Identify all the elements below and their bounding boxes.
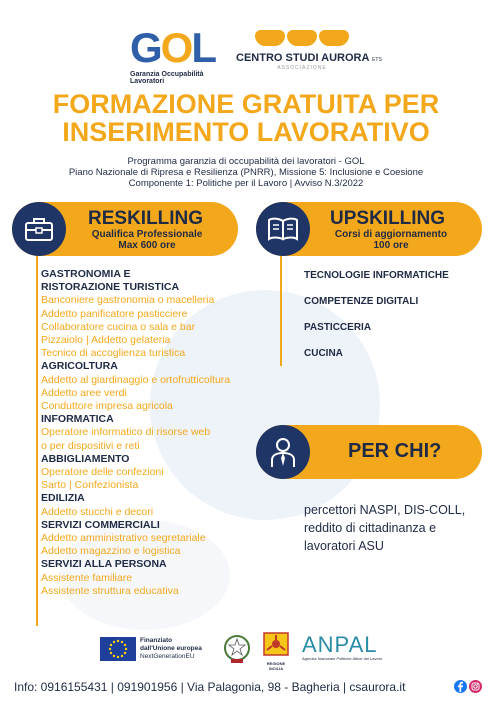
gol-logo-text: GOL [130,24,215,71]
trinacria-icon [263,632,289,656]
list-item: Banconiere gastronomia o macelleria [41,294,215,307]
gol-logo-subtitle: Garanzia Occupabilità Lavoratori [130,71,204,85]
reskilling-divider [36,256,38,626]
aurora-symbol-icon [236,30,368,46]
list-item: Collaboratore cucina o sala e bar [41,320,196,333]
anpal-logo: ANPAL Agenzia Nazionale Politiche Attive del Lavoro [302,632,383,661]
gol-logo [130,26,225,85]
person-icon [256,425,310,479]
page-title: FORMAZIONE GRATUITA PER INSERIMENTO LAVORATIVO [52,89,440,147]
italian-republic-emblem-icon [222,633,252,665]
regione-sicilia-logo: REGIONE SICILIA [261,632,291,671]
category-heading: GASTRONOMIA E [41,268,131,280]
list-item: PASTICCERIA [304,322,372,333]
category-heading: RISTORAZIONE TURISTICA [41,281,180,294]
reskilling-header [12,202,238,256]
list-item: Addetto aree verdi [41,386,127,399]
eu-funding-label: Finanziato dall'Unione europea NextGenerationEU [140,637,202,660]
list-item: o per dispositivi e reti [41,439,140,452]
list-item: Operatore informatico di risorse web [41,426,211,439]
upskilling-divider [280,256,282,366]
upskilling-header [256,202,482,256]
csa-association-label: ASSOCIAZIONE [277,65,327,71]
category-heading: SERVIZI ALLA PERSONA [41,558,167,571]
csa-name: CENTRO STUDI AURORA ETS [236,52,382,64]
per-chi-header [256,425,482,479]
instagram-icon[interactable] [469,680,482,693]
reskilling-course-list [41,268,261,598]
list-item: Pizzaiolo | Addetto gelateria [41,334,171,347]
centro-studi-aurora-logo [236,30,382,71]
upskilling-course-list [304,270,449,374]
program-subtitle: Programma garanzia di occupabilità dei lavoratori - GOL Piano Nazionale di Ripresa e Resilienza (PNRR), Missione 5: Inclusione e Coesione Componente 1: Politiche per il Lavoro | Avviso N.3/2022 [68,156,424,189]
target-audience-text: percettori NASPI, DIS-COLL, reddito di cittadinanza e lavoratori ASU [304,503,466,553]
list-item: Assistente familiare [41,571,133,584]
category-heading: INFORMATICA [41,413,114,426]
list-item: Addetto amministrativo segretariale [41,532,206,545]
category-heading: EDILIZIA [41,492,85,505]
list-item: Addetto magazzino e logistica [41,545,181,558]
list-item: Addetto al giardinaggio e ortofrutticoltura [41,373,231,386]
list-item: COMPETENZE DIGITALI [304,296,419,307]
reskilling-title: RESKILLING [88,208,204,229]
category-heading: AGRICOLTURA [41,360,118,373]
list-item: Operatore delle confezioni [41,466,164,479]
category-heading: SERVIZI COMMERCIALI [41,518,160,531]
list-item: Assistente struttura educativa [41,584,179,597]
eu-flag-icon [100,637,136,661]
category-heading: ABBIGLIAMENTO [41,452,130,465]
upskilling-subtitle: Corsi di aggiornamento 100 ore [334,229,448,251]
upskilling-title: UPSKILLING [330,208,446,229]
list-item: Addetto stucchi e decori [41,505,154,518]
list-item: CUCINA [304,348,343,359]
reskilling-subtitle: Qualifica Professionale Max 600 ore [91,229,203,251]
per-chi-title: PER CHI? [348,440,442,462]
list-item: TECNOLOGIE INFORMATICHE [304,270,449,281]
list-item: Conduttore impresa agricola [41,400,173,413]
book-icon [256,202,310,256]
briefcase-icon [12,202,66,256]
facebook-icon[interactable] [454,680,467,693]
list-item: Tecnico di accoglienza turistica [41,347,186,360]
list-item: Addetto panificatore pasticciere [41,307,188,320]
contact-info: Info: 0916155431 | 091901956 | Via Palagonia, 98 - Bagheria | csaurora.it [14,680,406,694]
list-item: Sarto | Confezionista [41,479,139,492]
